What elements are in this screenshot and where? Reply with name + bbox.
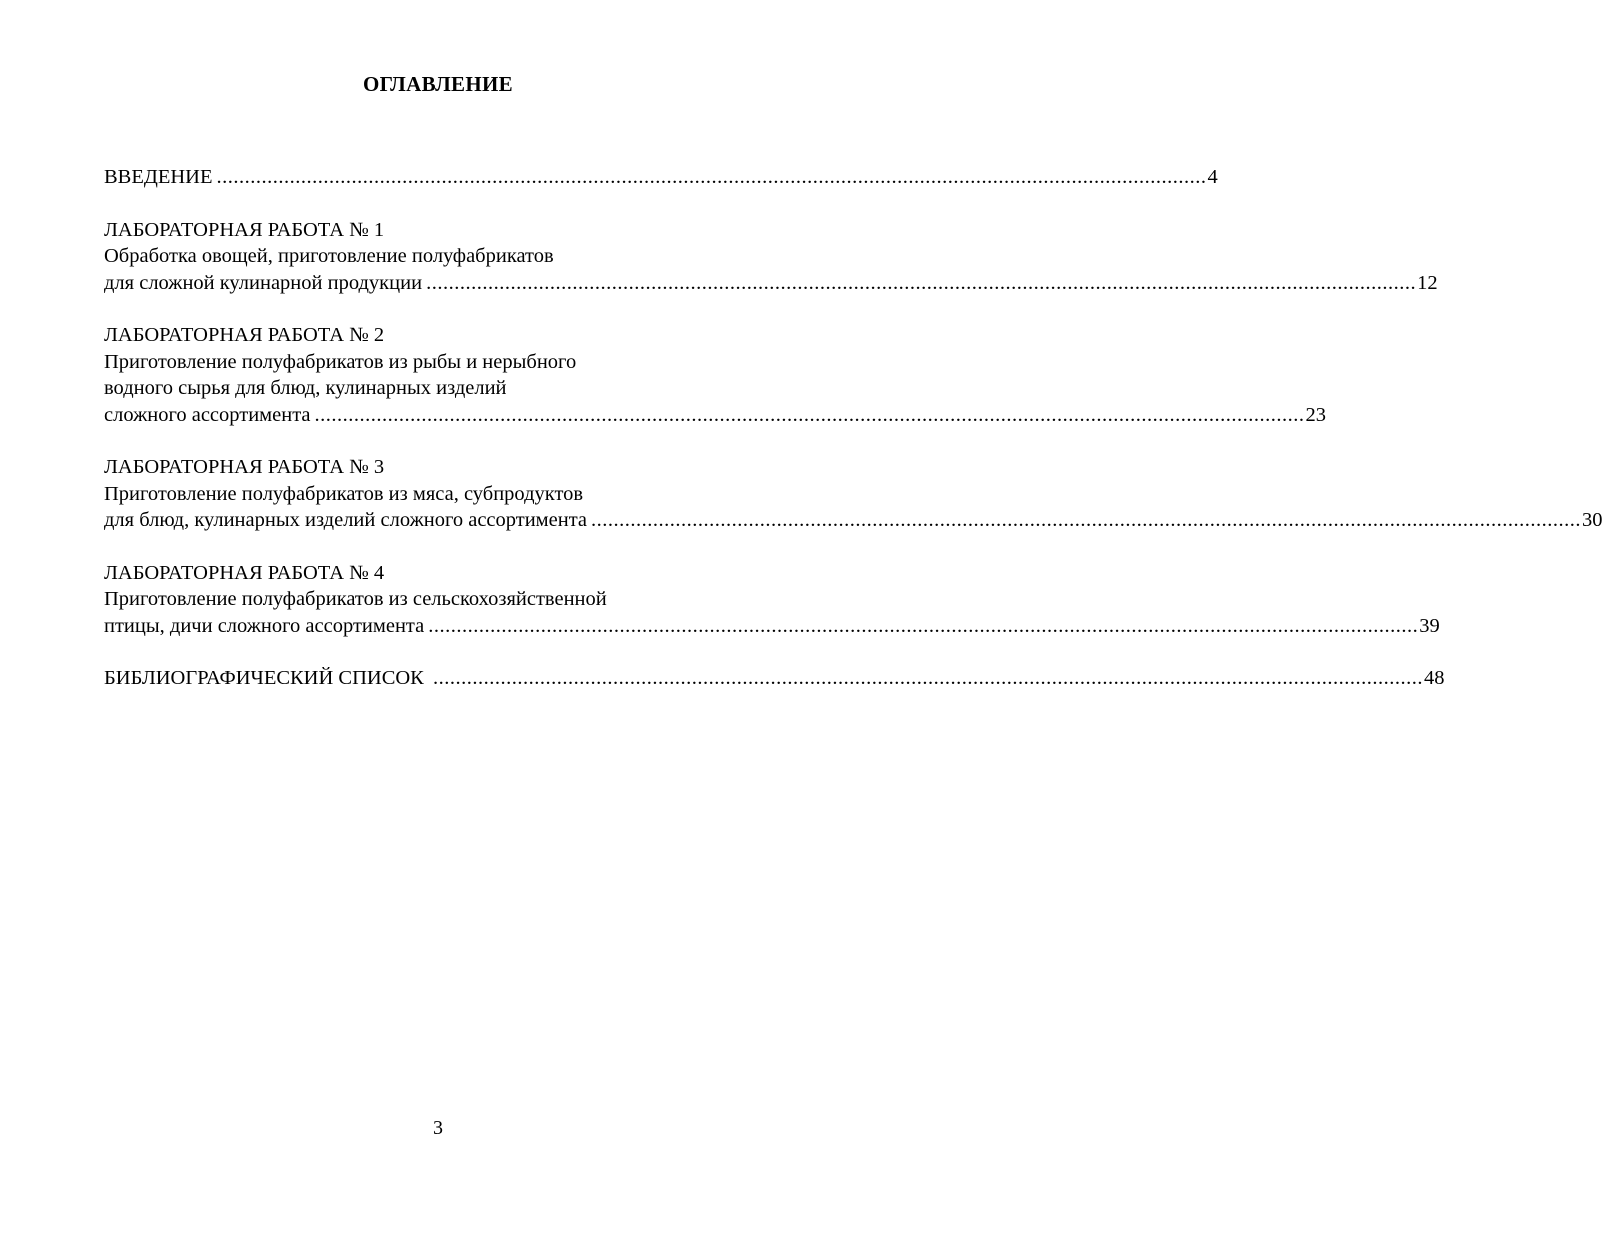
toc-entry-title: ВВЕДЕНИЕ — [104, 166, 213, 188]
toc-entry-subtitle-line: водного сырья для блюд, кулинарных изделий — [104, 377, 507, 399]
toc-entry-line — [104, 402, 1327, 429]
toc-page-number: 39 — [1419, 614, 1440, 637]
toc-entry-line — [104, 270, 1438, 297]
table-of-contents — [104, 164, 1603, 718]
toc-entry-line — [104, 164, 1218, 191]
toc-entry-title: БИБЛИОГРАФИЧЕСКИЙ СПИСОК — [104, 667, 429, 689]
toc-entry-heading: ЛАБОРАТОРНАЯ РАБОТА № 3 — [104, 456, 385, 478]
toc-entry-bibliography[interactable] — [104, 665, 1445, 692]
page-title: ОГЛАВЛЕНИЕ — [363, 72, 513, 96]
toc-entry-heading: ЛАБОРАТОРНАЯ РАБОТА № 4 — [104, 561, 385, 584]
toc-entry-heading: ЛАБОРАТОРНАЯ РАБОТА № 2 — [104, 324, 385, 346]
toc-entry-line — [104, 613, 1440, 640]
toc-entry-subtitle-line: для блюд, кулинарных изделий сложного ассортимента — [104, 509, 588, 531]
toc-page-number: 48 — [1423, 667, 1445, 689]
toc-entry-subtitle-line: Приготовление полуфабрикатов из сельскохозяйственной — [104, 588, 607, 610]
dot-leader: ................................................................................................................................................................................ — [426, 271, 1417, 294]
toc-entry-lab-1[interactable] — [104, 217, 1438, 297]
toc-entry-subtitle-line: Приготовление полуфабрикатов из рыбы и нерыбного — [104, 350, 577, 373]
toc-entry-subtitle-line: сложного ассортимента — [104, 403, 311, 426]
toc-page-number: 12 — [1417, 271, 1438, 294]
toc-entry-lab-2[interactable] — [104, 322, 1327, 428]
toc-entry-lab-4[interactable] — [104, 560, 1440, 640]
toc-entry-subtitle-line: птицы, дичи сложного ассортимента — [104, 614, 425, 637]
toc-entry-heading: ЛАБОРАТОРНАЯ РАБОТА № 1 — [104, 218, 385, 241]
toc-entry-introduction[interactable] — [104, 164, 1218, 191]
dot-leader: ................................................................................................................................................................................ — [428, 614, 1419, 637]
toc-entry-subtitle-line: Приготовление полуфабрикатов из мяса, субпродуктов — [104, 482, 584, 505]
page-number: 3 — [433, 1117, 443, 1139]
dot-leader: ................................................................................................................................................................................ — [591, 509, 1582, 531]
dot-leader: ................................................................................................................................................................................ — [314, 403, 1305, 426]
toc-page-number: 30 — [1582, 509, 1603, 531]
toc-page-number: 4 — [1207, 166, 1218, 188]
toc-entry-subtitle-line: Обработка овощей, приготовление полуфабрикатов — [104, 245, 554, 267]
toc-entry-subtitle-line: для сложной кулинарной продукции — [104, 271, 423, 294]
dot-leader: ................................................................................................................................................................................ — [216, 166, 1207, 188]
dot-leader: ................................................................................................................................................................................ — [432, 667, 1423, 689]
toc-entry-lab-3[interactable] — [104, 454, 1603, 534]
toc-entry-line — [104, 507, 1603, 534]
toc-page-number: 23 — [1305, 403, 1327, 426]
toc-entry-line — [104, 665, 1445, 692]
